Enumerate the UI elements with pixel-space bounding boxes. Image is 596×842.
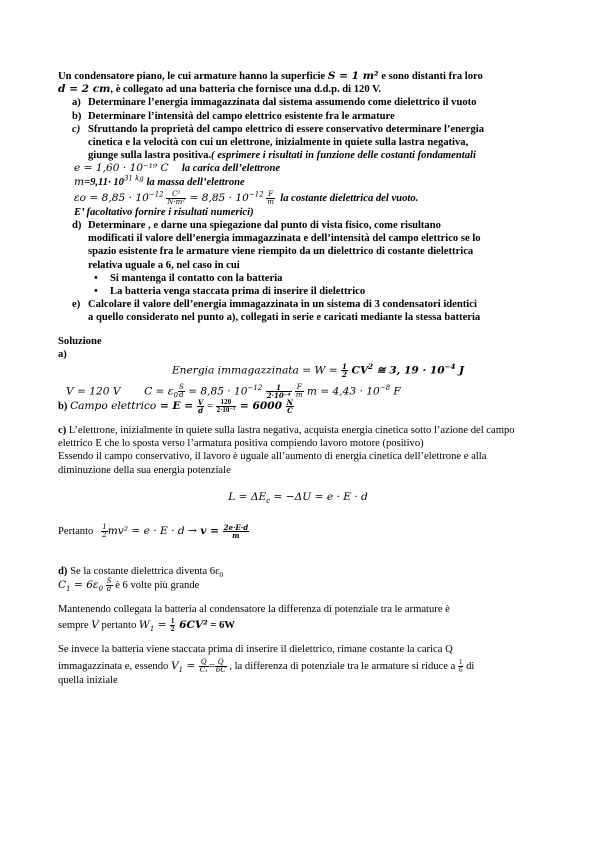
field-number-fraction — [216, 399, 237, 414]
c1-sub2: 0 — [98, 585, 104, 594]
permittivity-unit-fraction-2 — [266, 191, 275, 206]
c1-desc: è 6 volte più grande — [112, 580, 200, 592]
sixth-num: 1 — [458, 657, 463, 666]
field-eq: = E = — [156, 400, 197, 412]
capacitance-unit-fraction — [295, 384, 304, 399]
keep-line1: Mantenendo collegata la batteria al condensatore la differenza di potenziale tra le armature è — [58, 604, 450, 616]
v1-fraction-2 — [215, 659, 227, 674]
detach2c: di — [463, 660, 475, 672]
c1-sub: 1 — [66, 585, 71, 594]
c1-lhs: C — [58, 579, 67, 592]
pertanto-text: Pertanto — [58, 526, 94, 538]
solution-c-line1 — [58, 424, 538, 437]
question-b-text: Determinare l’intensità del campo elettrico esistente fra le armature — [88, 110, 395, 122]
field-f2-den: 2·10⁻² — [216, 406, 236, 415]
question-c-line1: Sfruttando la proprietà del campo elettrico di essere conservativo determinare l’energia — [88, 123, 485, 135]
question-c-line3-italic: ( esprimere i risultati in funzione delle costanti fondamentali — [211, 150, 476, 162]
field-unit-fraction — [286, 399, 294, 414]
energy-half-den: 2 — [341, 370, 347, 380]
voltage-equation: V = 120 V — [66, 385, 121, 398]
w1-eq: = — [154, 619, 170, 632]
intro-line-1 — [58, 70, 538, 83]
c1-d: d — [106, 585, 112, 594]
capacitance-area-fraction — [266, 384, 292, 399]
capacitance-lhs: C = ε — [144, 385, 174, 398]
v1-f1-den: C₁ — [199, 665, 208, 674]
energy-cv: CV — [347, 364, 369, 377]
v1-f1-num: Q — [199, 659, 209, 667]
electron-mass-exponent: 31 kg — [123, 174, 144, 183]
intro-part2: e sono distanti fra loro — [381, 71, 483, 82]
solution-c-text1: L’elettrone, inizialmente in quiete sulla lastra negativa, acquista energia cinetica sotto l’azione del campo — [68, 425, 515, 437]
field-unit-num: N — [286, 398, 294, 408]
field-f2-num: 120 — [216, 399, 237, 407]
capacitance-exp2: −8 — [379, 384, 391, 393]
work-rhs: = −ΔU = e · E · d — [270, 490, 368, 503]
question-d-line4: relativa uguale a 6, nel caso in cui — [88, 259, 240, 271]
w1-half-num: 1 — [170, 617, 175, 626]
detach-line2: immagazzinata e, essendo $V_1$ = $\frac{Q}{\text{C₁}}$ = $\frac{Q}{6C}$ , la differenza di potenziale tra le armature si riduce a $\frac{1}{6}$ di — [58, 657, 475, 674]
question-d-label: d) — [72, 220, 82, 232]
field-result: = 6000 — [236, 400, 286, 412]
energy-half-num: 1 — [341, 362, 347, 372]
question-d-line3: spazio esistente fra le armature viene riempito da un dielettrico di costante dielettrica — [88, 246, 474, 258]
energy-equation — [58, 363, 538, 378]
question-e-line1: Calcolare il valore dell’energia immagazzinata in un sistema di 3 condensatori identici — [88, 299, 477, 311]
kinetic-v-fraction — [223, 524, 249, 539]
capacitance-s-over-d — [178, 384, 185, 399]
sixth-den: 6 — [458, 665, 463, 674]
bullet-2-glyph: • — [94, 286, 98, 298]
solution-b-label: b) — [58, 401, 68, 412]
keep2b: pertanto — [98, 620, 139, 632]
solution-a-label: a) — [58, 348, 67, 360]
keep2a: sempre — [58, 620, 92, 632]
constant-vacuum-permittivity — [58, 191, 538, 206]
intro-part3: , è collegato ad una batteria che fornisce una d.d.p. di 120 V. — [110, 84, 382, 96]
kinetic-v: v = — [200, 525, 223, 538]
energy-exp: −4 — [444, 362, 456, 372]
w1-rhs: 6CV² — [175, 619, 208, 632]
field-unit-den: C — [287, 406, 293, 416]
permittivity-exp2: −12 — [248, 190, 264, 199]
capacitance-f2-den: 2·10⁻⁴ — [266, 391, 291, 401]
v1-f2-den: 6C — [215, 665, 226, 674]
kinetic-half-den: 2 — [102, 531, 107, 540]
document-page — [58, 70, 538, 687]
bullet-1-text: Si mantenga il contatto con la batteria — [110, 272, 283, 284]
v1-fraction-1 — [199, 659, 209, 674]
c1-s-over-d — [106, 578, 113, 593]
v1-sub: 1 — [178, 665, 184, 674]
electron-mass-desc: la massa dell’elettrone — [146, 176, 245, 188]
capacitance-f2-num: 1 — [266, 384, 292, 392]
capacitance-s: S — [178, 383, 184, 392]
capacitance-rhs: m = 4,43 · 10 — [303, 385, 380, 398]
question-d-bullet-2 — [58, 285, 538, 298]
distance-equation: d = 2 cm — [58, 83, 111, 96]
permittivity-unit2-num: F — [268, 189, 274, 198]
energy-unit: J — [455, 364, 465, 377]
permittivity-exp: −12 — [148, 190, 164, 199]
c1-eq: = 6ε — [70, 579, 99, 592]
solution-d-line1 — [58, 565, 538, 578]
capacitance-unit: F — [390, 385, 401, 398]
question-b — [58, 110, 538, 123]
capacitance-mid: = 8,85 · 10 — [184, 385, 248, 398]
solution-d-text: Se la costante dielettrica diventa 6ε — [67, 566, 220, 578]
solution-c-text4: diminuzione della sua energia potenziale — [58, 464, 231, 476]
field-line: b) Campo elettrico = E = $\frac{V}{d}$ = $\frac{120}{\text{2·10⁻²}}$ = 6000 $\frac{N}{C}$ — [58, 398, 294, 416]
permittivity-unit2-den: m — [267, 197, 274, 206]
question-d — [58, 219, 538, 272]
energy-rhs: ≅ 3, 19 · 10 — [373, 364, 445, 377]
c1-s: S — [106, 577, 112, 586]
permittivity-unit-num: C² — [166, 191, 186, 199]
w1-sub: 1 — [149, 625, 155, 634]
permittivity-lhs: εo = 8,85 · 10 — [74, 191, 149, 204]
kinetic-v-num: 2e·E·d — [223, 523, 249, 533]
energy-cv-exp: 2 — [368, 362, 374, 372]
v1-eq: = — [183, 659, 199, 672]
solution-c-text3: Essendo il campo conservativo, il lavoro è uguale all’aumento di energia cinetica dell’elettrone e alla — [58, 451, 487, 463]
keep2v: V — [91, 619, 99, 632]
work-sub: c — [266, 496, 271, 505]
question-c-line2: cinetica e la velocità con cui un elettrone, inizialmente in quiete sulla lastra negativa, — [88, 137, 469, 149]
detach2b: , la differenza di potenziale tra le armature si riduce a — [226, 660, 458, 672]
capacitance-line — [58, 384, 538, 399]
work-equation — [58, 491, 538, 504]
capacitance-exp: −12 — [247, 384, 263, 393]
solution-c-text2: elettrico E che lo sposta verso l’armatura positiva compiendo lavoro motore (positivo) — [58, 438, 424, 450]
question-a — [58, 96, 538, 109]
field-f1-num: V — [197, 398, 204, 408]
question-e — [58, 298, 538, 324]
kinetic-line — [58, 524, 538, 539]
solution-d-text-sub: 0 — [219, 571, 224, 580]
permittivity-unit-den: N·m² — [167, 197, 186, 206]
kinetic-mid: mv² = e · E · d → — [107, 525, 201, 538]
capacitance-f3-den: m — [295, 391, 303, 400]
permittivity-mid: = 8,85 · 10 — [186, 191, 249, 204]
v1-f2-num: Q — [215, 659, 227, 667]
electron-charge-equation: e = 1,60 · 10⁻¹⁹ C — [74, 162, 169, 175]
keep-line2 — [58, 618, 538, 633]
question-e-line2: a quello considerato nel punto a), collegati in serie e caricati mediante la stessa batteria — [88, 312, 481, 324]
v1-symbol: V — [170, 659, 179, 672]
question-d-line2: modificati il valore dell’energia immagazzinata e dell’intensità del campo elettrico se lo — [88, 233, 481, 245]
intro-line-2 — [58, 83, 538, 96]
question-c — [58, 123, 538, 163]
c1-line — [58, 578, 538, 593]
field-f1-den: d — [198, 406, 204, 416]
energy-lhs: Energia immagazzinata = W = — [171, 364, 341, 377]
w1-half-den: 2 — [170, 625, 175, 634]
field-lhs: Campo elettrico — [70, 400, 157, 412]
field-v-over-d — [197, 399, 204, 414]
capacitance-d: d — [179, 391, 184, 400]
capacitance-eps-sub: 0 — [173, 391, 178, 400]
question-a-text: Determinare l’energia immagazzinata dal sistema assumendo come dielettrico il vuoto — [88, 97, 477, 109]
electron-mass-value: =9,11· 10 — [84, 176, 124, 188]
capacitance-f3-num: F — [296, 383, 302, 392]
kinetic-v-den: m — [232, 531, 240, 541]
question-b-label: b) — [72, 110, 82, 122]
bullet-1-glyph: • — [94, 272, 98, 284]
question-d-bullet-1 — [58, 272, 538, 285]
w1-result: = 6W — [207, 620, 235, 632]
surface-equation: S = 1 m² — [327, 70, 379, 82]
question-a-label: a) — [72, 97, 81, 109]
detach-line1: Se invece la batteria viene staccata prima di inserire il dielettrico, rimane costante la carica Q — [58, 644, 453, 656]
energy-half-fraction — [341, 363, 348, 378]
w1-symbol: W — [138, 619, 150, 632]
solution-d-label: d) — [58, 566, 68, 578]
permittivity-desc: la costante dielettrica del vuoto. — [280, 192, 419, 204]
detach2a: immagazzinata e, essendo — [58, 660, 171, 672]
permittivity-unit-fraction — [166, 191, 186, 206]
question-e-label: e) — [72, 299, 81, 311]
bullet-2-text: La batteria venga staccata prima di inserire il dielettrico — [110, 286, 366, 298]
question-c-label: c) — [72, 123, 81, 135]
kinetic-half-num: 1 — [102, 523, 107, 532]
intro-part1: Un condensatore piano, le cui armature hanno la superficie — [58, 71, 326, 82]
work-lhs: L = ΔE — [228, 490, 267, 503]
electron-charge-desc: la carica dell’elettrone — [181, 163, 281, 175]
question-d-line1: Determinare , e darne una spiegazione dal punto di vista fisico, come risultano — [88, 220, 441, 232]
solution-c-label: c) — [58, 425, 67, 437]
electron-mass-symbol: m — [74, 175, 85, 188]
detach-line3: quella iniziale — [58, 674, 118, 686]
question-c-line3: giunge sulla lastra positiva. — [88, 150, 212, 162]
solution-heading: Soluzione — [58, 335, 102, 347]
optional-numeric-note: E’ facoltativo fornire i risultati numerici) — [74, 206, 254, 218]
constant-electron-mass — [58, 176, 538, 189]
